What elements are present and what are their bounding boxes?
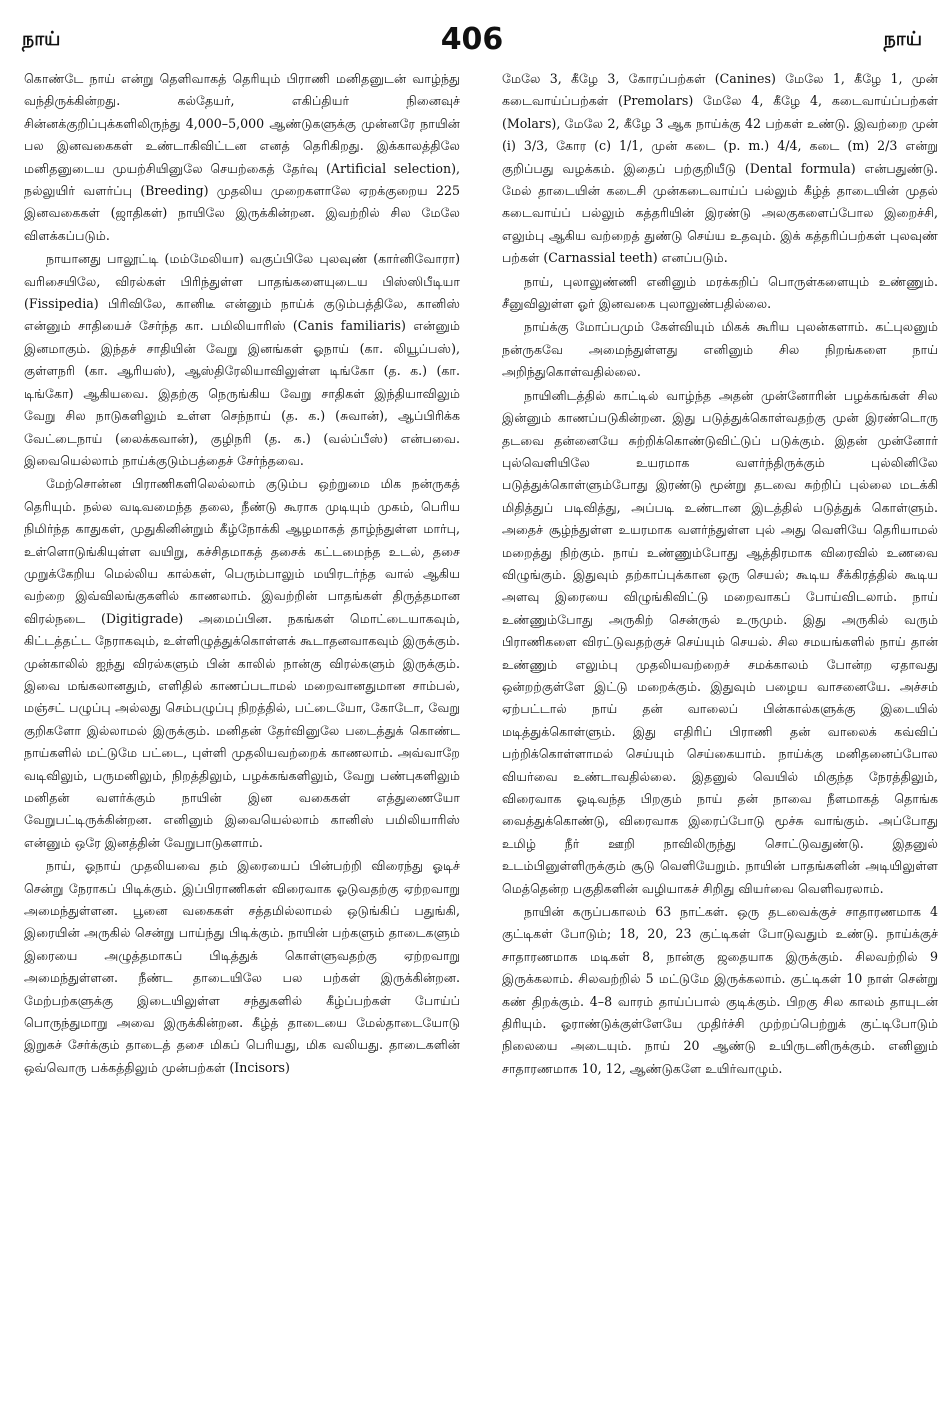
left-column: [24, 68, 460, 1408]
paragraph: மேலே 3, கீழே 3, கோரப்பற்கள் (Canines) மேலே 1, கீழே 1, முன் கடைவாய்ப்பற்கள் (Premolars) மேலே 4, கீழே 4, கடைவாய்ப்பற்கள் (Molars), மேலே 2, கீழே 3 ஆக நாய்க்கு 42 பற்கள் உண்டு. இவற்றை முன் (i) 3/3, கோர (c) 1/1, முன் கடை (p. m.) 4/4, கடை (m) 2/3 என்று குறிப்பது வழக்கம். இதைப் பற்குறியீடு (Dental formula) என்பதுண்டு. மேல் தாடையின் கடைசி முன்கடைவாய்ப் பல்லும் கீழ்த் தாடையின் முதல் கடைவாய்ப் பல்லும் கத்தரியின் இரண்டு அலகுகளைப்போல இறைச்சி, எலும்பு ஆகிய வற்றைத் துண்டு செய்ய உதவும். இக் கத்தரிப்பற்கள் புலவுண் பற்கள் (Carnassial teeth) எனப்படும்.: [502, 71, 938, 266]
paragraph: கொண்டே நாய் என்று தெளிவாகத் தெரியும் பிராணி மனிதனுடன் வாழ்ந்து வந்திருக்கின்றது. கல்தேயர், எகிப்தியர் நினைவுச் சின்னக்குறிப்புக்களிலிருந்து 4,000–5,000 ஆண்டுகளுக்கு முன்னரே நாயின் பல இனவகைகள் உண்டாகிவிட்டன எனத் தெரிகிறது. இக்காலத்திலே மனிதனுடைய முயற்சியினுலே செயற்கைத் தேர்வு (Artificial selection), நல்லுயிர் வளர்ப்பு (Breeding) முதலிய முறைகளாலே ஏறக்குறைய 225 இனவகைகள் (ஜாதிகள்) நாயிலே இருக்கின்றன. இவற்றில் சில மேலே விளக்கப்படும்.: [24, 71, 460, 243]
paragraph: நாய்க்கு மோப்பமும் கேள்வியும் மிகக் கூரிய புலன்களாம். கட்புலனும் நன்ருகவே அமைந்துள்ளது எனினும் சில நிறங்களை நாய் அறிந்துகொள்வதில்லை.: [502, 319, 938, 380]
paragraph: நாய், ஓநாய் முதலியவை தம் இரையைப் பின்பற்றி விரைந்து ஓடிச் சென்று நேராகப் பிடிக்கும். இப்பிராணிகள் விரைவாக ஓடுவதற்கு ஏற்றவாறு அமைந்துள்ளன. பூனை வகைகள் சத்தமில்லாமல் ஒடுங்கிப் பதுங்கி, இரையின் அருகில் சென்று பாய்ந்து பிடிக்கும். நாயின் பற்களும் தாடைகளும் இரையை அழுத்தமாகப் பிடித்துக் கொள்ளுவதற்கு ஏற்றவாறு அமைந்துள்ளன. நீண்ட தாடையிலே பல பற்கள் இருக்கின்றன. மேற்பற்களுக்கு இடையிலுள்ள சந்துகளில் கீழ்ப்பற்கள் போய்ப் பொருந்துமாறு அவை இருக்கின்றன. கீழ்த் தாடையை மேல்தாடையோடு இறுகச் சேர்க்கும் தாடைத் தசை மிகப் பெரியது, மிக வலியது. தாடைகளின் ஒவ்வொரு பக்கத்திலும் முன்பற்கள் (Incisors): [24, 858, 460, 1075]
paragraph: நாயின் கருப்பகாலம் 63 நாட்கள். ஒரு தடவைக்குச் சாதாரணமாக 4 குட்டிகள் போடும்; 18, 20, 23 குட்டிகள் போடுவதும் உண்டு. நாய்க்குச் சாதாரணமாக மடிகள் 8, நான்கு ஜதையாக இருக்கும். சிலவற்றில் 9 இருக்கலாம். சிலவற்றில் 5 மட்டுமே இருக்கலாம். குட்டிகள் 10 நாள் சென்று கண் திறக்கும். 4–8 வாரம் தாய்ப்பால் குடிக்கும். பிறகு சில காலம் தாயுடன் திரியும். ஓராண்டுக்குள்ளேயே முதிர்ச்சி முற்றப்பெற்றுக் குட்டிபோடும் நிலையை அடையும். நாய் 20 ஆண்டு உயிருடனிருக்கும். எனினும் சாதாரணமாக 10, 12, ஆண்டுகளே உயிர்வாழும்.: [502, 904, 938, 1076]
paragraph: நாயினிடத்தில் காட்டில் வாழ்ந்த அதன் முன்னோரின் பழக்கங்கள் சில இன்னும் காணப்படுகின்றன. இது படுத்துக்கொள்வதற்கு முன் இரண்டொரு தடவை தன்னையே சுற்றிக்கொண்டுவிட்டுப் படுக்கும். இதன் முன்னோர் புல்வெளியிலே உயரமாக வளர்ந்திருக்கும் புல்லினிலே படுத்துக்கொள்ளும்போது இரண்டு மூன்று தடவை சுற்றிப் புல்லை மடக்கி மிதித்துப் படிவித்து, அப்படி உண்டான இடத்தில் படுத்துக் கொள்ளும். அதைச் சூழ்ந்துள்ள உயரமாக வளர்ந்துள்ள புல் அது வெளியே தெரியாமல் மறைத்து நிற்கும். நாய் உண்ணும்போது ஆத்திரமாக விரைவில் உணவை விழுங்கும். இதுவும் தற்காப்புக்கான ஒரு செயல்; கூடிய சீக்கிரத்தில் கூடிய அளவு இரையை விழுங்கிவிட்டு மறைவாகப் போய்விடலாம். நாய் உண்ணும்போது அருகிற் சென்ருல் உருமும். இது அருகில் வரும் பிராணிகளை விரட்டுவதற்குச் செய்யும் செயல். சில சமயங்களில் நாய் தான் உண்ணும் எலும்பு முதலியவற்றைச் சமக்காலம் போன்ற ஏதாவது ஒன்றற்குள்ளே இட்டு மறைக்கும். இதுவும் பழைய வாசனையே. அச்சம் ஏற்பட்டால் நாய் தன் வாலைப் பின்கால்களுக்கு இடையில் மடித்துக்கொள்ளும். இது எதிரிப் பிராணி தன் வாலைக் கவ்விப் பற்றிக்கொள்ளாமல் செய்யும் செய்கையாம். நாய்க்கு மனிதனைப்போல வியர்வை உண்டாவதில்லை. இதனுல் வெயில் மிகுந்த நேரத்திலும், விரைவாக ஓடிவந்த பிறகும் நாய் தன் நாவை நீளமாகத் தொங்க வைத்துக்கொண்டு, விரைவாக இரைப்போடு மூச்சு வாங்கும். அப்போது உமிழ் நீர் ஊறி நாவிலிருந்து சொட்டுவதுண்டு. இதனுல் உடம்பினுள்ளிருக்கும் சூடு வெளியேறும். நாயின் பாதங்களின் அடியிலுள்ள மெத்தென்ற பகுதிகளின் வழியாகச் சிறிது வியர்வை வெளிவரலாம்.: [502, 387, 938, 896]
paragraph: நாயானது பாலூட்டி (மம்மேலியா) வகுப்பிலே புலவுண் (கார்னிவோரா) வரிசையிலே, விரல்கள் பிரிந்துள்ள பாதங்களையுடைய பிஸ்ஸிபீடியா (Fissipedia) பிரிவிலே, கானிடீ என்னும் நாய்க் குடும்பத்திலே, கானிஸ் என்னும் சாதியைச் சேர்ந்த கா. பமிலியாரிஸ் (Canis familiaris) என்னும் இனமாகும். இந்தச் சாதியின் வேறு இனங்கள் ஓநாய் (கா. லியூப்பஸ்), குள்ளநரி (கா. ஆரியஸ்), ஆஸ்திரேலியாவிலுள்ள டிங்கோ (த. க.) (கா. டிங்கோ) ஆகியவை. இதற்கு நெருங்கிய வேறு சாதிகள் இந்தியாவிலும் வேறு சில நாடுகளிலும் உள்ள செந்நாய் (த. க.) (சுவான்), ஆப்பிரிக்க வேட்டைநாய் (லைக்கவான்), குழிநரி (த. க.) (வல்ப்பீஸ்) என்பவை. இவையெல்லாம் நாய்க்குடும்பத்தைச் சேர்ந்தவை.: [24, 251, 460, 468]
right-column: [502, 68, 938, 1408]
running-head-left: நாய்: [22, 28, 61, 50]
running-head-right: நாய்: [883, 28, 922, 50]
paragraph: மேற்சொன்ன பிராணிகளிலெல்லாம் குடும்ப ஒற்றுமை மிக நன்ருகத் தெரியும். நல்ல வடிவமைந்த தலை, நீண்டு கூராக முடியும் முகம், பெரிய நிமிர்ந்த காதுகள், முதுகினின்றும் கீழ்நோக்கி ஆழமாகத் தாழ்ந்துள்ள மார்பு, உள்ளொடுங்கியுள்ள வயிறு, கச்சிதமாகத் தசைக் கட்டமைந்த உடல், தசை முறுக்கேறிய மெல்லிய கால்கள், பெரும்பாலும் மயிரடர்ந்த வால் ஆகிய வற்றை இவ்விலங்குகளில் காணலாம். இவற்றின் பாதங்கள் திருத்தமான விரல்நடை (Digitigrade) அமைப்பின. நகங்கள் மொட்டையாகவும், கிட்டத்தட்ட நேராகவும், உள்ளிழுத்துக்கொள்ளக் கூடாதனவாகவும் இருக்கும். முன்காலில் ஐந்து விரல்களும் பின் காலில் நான்கு விரல்களும் இருக்கும். இவை மங்கலானதும், எளிதில் காணப்படாமல் மறைவானதுமான சாம்பல், மஞ்சட் பழுப்பு அல்லது செம்பழுப்பு நிறத்தில், பட்டையோ, கோடோ, வேறு குறிகளோ இல்லாமல் இருக்கும். மனிதன் தேர்வினுலே படைத்துக் கொண்ட நாய்களில் மட்டுமே பட்டை, புள்ளி முதலியவற்றைக் காணலாம். அவ்வாறே வடிவிலும், பருமனிலும், நிறத்திலும், பழக்கங்களிலும், வேறு பண்புகளிலும் மனிதன் வளர்க்கும் நாயின் இன வகைகள் எத்துணையோ வேறுபட்டிருக்கின்றன. எனினும் இவையெல்லாம் கானிஸ் பமிலியாரிஸ் என்னும் ஒரே இனத்தின் வேறுபாடுகளாம்.: [24, 476, 460, 850]
page-number: 406: [440, 22, 504, 57]
page-header: [22, 22, 922, 62]
paragraph: நாய், புலாலுண்ணி எனினும் மரக்கறிப் பொருள்களையும் உண்ணும். சீனுவிலுள்ள ஓர் இனவகை புலாலுண்பதில்லை.: [502, 273, 938, 312]
